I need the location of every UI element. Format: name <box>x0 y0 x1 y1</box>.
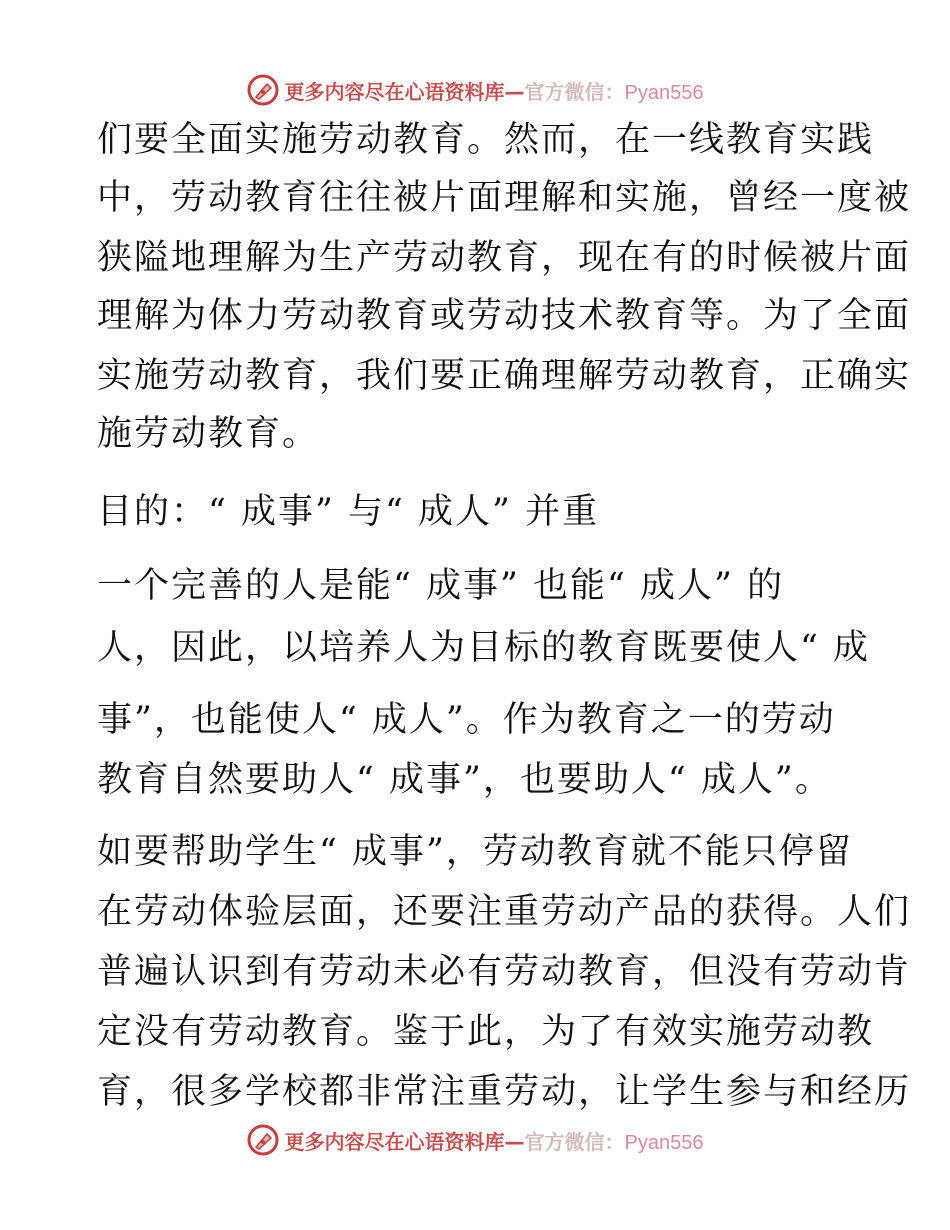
text-line: 狭隘地理解为生产劳动教育，现在有的时候被片面 <box>97 238 912 278</box>
text-line: 们要全面实施劳动教育。然而，在一线教育实践 <box>97 120 875 160</box>
banner-text <box>285 1126 704 1155</box>
text-line: 施劳动教育。 <box>97 414 320 454</box>
section-heading: 目的：“ 成事” 与“ 成人” 并重 <box>97 492 600 532</box>
text-line: 理解为体力劳动教育或劳动技术教育等。为了全面 <box>97 296 912 336</box>
text-line: 教育自然要助人“ 成事”，也要助人“ 成人”。 <box>97 760 832 800</box>
text-line: 事”，也能使人“ 成人”。作为教育之一的劳动 <box>97 700 836 740</box>
banner-dash: — <box>504 79 525 104</box>
header-banner <box>0 70 950 110</box>
banner-official-label: 官方微信： <box>524 79 625 104</box>
text-line: 如要帮助学生“ 成事”，劳动教育就不能只停留 <box>97 832 853 872</box>
pen-nib-logo-icon <box>247 74 279 106</box>
text-line: 在劳动体验层面，还要注重劳动产品的获得。人们 <box>97 892 912 932</box>
text-line: 育，很多学校都非常注重劳动，让学生参与和经历 <box>97 1072 912 1112</box>
banner-site-name: 更多内容尽在心语资料库 <box>284 79 505 104</box>
text-line: 人，因此，以培养人为目标的教育既要使人“ 成 <box>97 628 871 668</box>
banner-dash: — <box>504 1129 525 1154</box>
text-line: 一个完善的人是能“ 成事” 也能“ 成人” 的 <box>97 566 785 606</box>
text-line: 中，劳动教育往往被片面理解和实施，曾经一度被 <box>97 178 912 218</box>
banner-site-name: 更多内容尽在心语资料库 <box>284 1129 505 1154</box>
banner-wechat-id: Pyan556 <box>624 1131 704 1154</box>
banner-official-label: 官方微信： <box>524 1129 625 1154</box>
text-line: 定没有劳动教育。鉴于此，为了有效实施劳动教 <box>97 1012 875 1052</box>
text-line: 普遍认识到有劳动未必有劳动教育，但没有劳动肯 <box>97 952 912 992</box>
banner-text <box>285 76 704 105</box>
text-line: 实施劳动教育，我们要正确理解劳动教育，正确实 <box>97 356 912 396</box>
banner-wechat-id: Pyan556 <box>624 81 704 104</box>
pen-nib-logo-icon <box>247 1124 279 1156</box>
footer-banner <box>0 1120 950 1160</box>
